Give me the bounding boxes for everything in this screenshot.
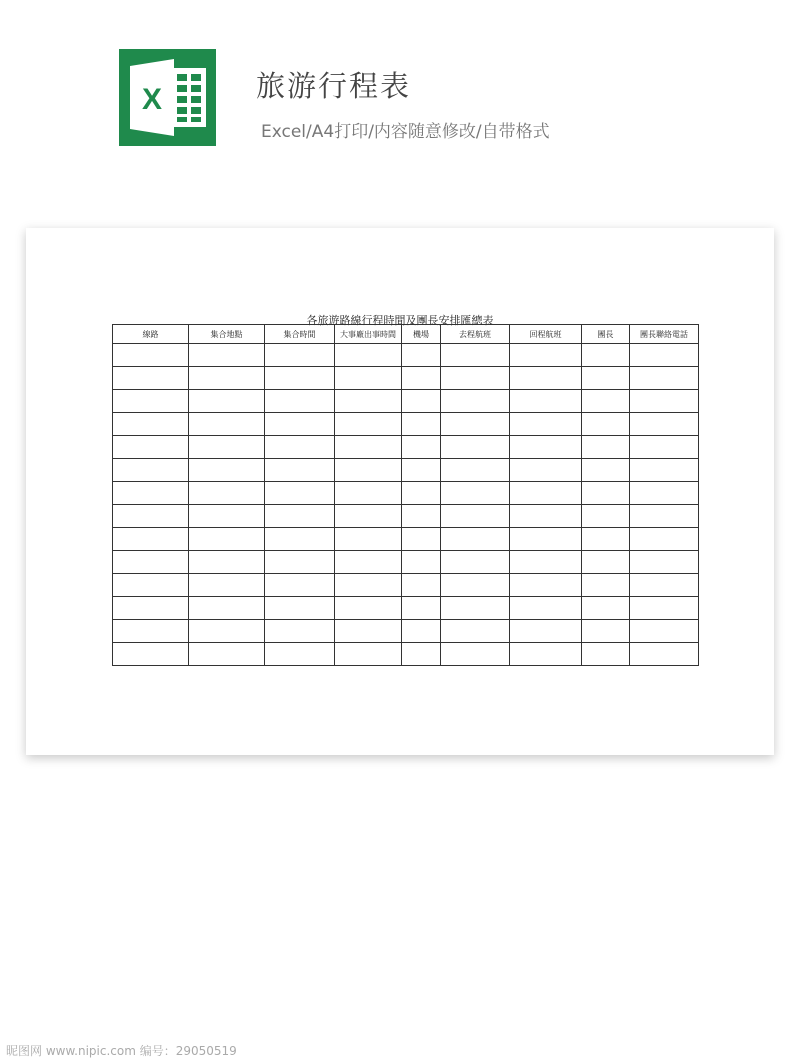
table-row: [113, 643, 699, 666]
table-cell: [335, 459, 402, 482]
table-cell: [510, 482, 582, 505]
table-cell: [582, 436, 630, 459]
table-cell: [510, 505, 582, 528]
table-cell: [630, 551, 699, 574]
table-cell: [402, 528, 441, 551]
page-subtitle: Excel/A4打印/内容随意修改/自带格式: [261, 122, 550, 142]
table-cell: [402, 551, 441, 574]
table-cell: [402, 459, 441, 482]
column-header: 大事廠出事時間: [335, 325, 402, 344]
table-body: [113, 344, 699, 666]
table-cell: [265, 390, 335, 413]
table-cell: [441, 413, 510, 436]
table-cell: [582, 367, 630, 390]
table-cell: [582, 482, 630, 505]
table-cell: [265, 643, 335, 666]
table-cell: [582, 413, 630, 436]
table-cell: [441, 620, 510, 643]
table-cell: [402, 505, 441, 528]
table-cell: [335, 528, 402, 551]
table-cell: [189, 413, 265, 436]
table-cell: [630, 643, 699, 666]
table-cell: [630, 597, 699, 620]
table-cell: [630, 344, 699, 367]
table-row: [113, 436, 699, 459]
table-cell: [441, 643, 510, 666]
column-header: 線路: [113, 325, 189, 344]
table-cell: [113, 436, 189, 459]
table-cell: [510, 344, 582, 367]
table-cell: [189, 597, 265, 620]
table-row: [113, 505, 699, 528]
table-cell: [265, 367, 335, 390]
table-cell: [265, 482, 335, 505]
table-cell: [510, 551, 582, 574]
table-row: [113, 482, 699, 505]
table-cell: [265, 620, 335, 643]
column-header: 去程航班: [441, 325, 510, 344]
table-cell: [582, 459, 630, 482]
table-cell: [113, 459, 189, 482]
table-cell: [441, 459, 510, 482]
table-cell: [189, 482, 265, 505]
table-row: [113, 620, 699, 643]
table-cell: [265, 597, 335, 620]
table-cell: [510, 367, 582, 390]
table-cell: [335, 413, 402, 436]
table-cell: [189, 643, 265, 666]
table-cell: [510, 390, 582, 413]
table-cell: [113, 505, 189, 528]
table-cell: [335, 344, 402, 367]
table-cell: [441, 390, 510, 413]
table-row: [113, 597, 699, 620]
table-cell: [402, 367, 441, 390]
table-cell: [265, 505, 335, 528]
table-cell: [265, 344, 335, 367]
table-cell: [630, 574, 699, 597]
table-cell: [189, 459, 265, 482]
table-cell: [510, 597, 582, 620]
table-cell: [402, 390, 441, 413]
table-title: 各旅遊路線行程時間及團長安排匯總表: [306, 314, 494, 327]
table-cell: [189, 344, 265, 367]
table-cell: [265, 551, 335, 574]
table-row: [113, 344, 699, 367]
table-cell: [402, 344, 441, 367]
table-cell: [582, 620, 630, 643]
table-cell: [335, 643, 402, 666]
table-cell: [441, 551, 510, 574]
table-cell: [113, 620, 189, 643]
table-cell: [189, 528, 265, 551]
table-cell: [630, 459, 699, 482]
table-cell: [582, 505, 630, 528]
table-cell: [113, 344, 189, 367]
table-cell: [335, 436, 402, 459]
table-cell: [189, 390, 265, 413]
table-cell: [582, 344, 630, 367]
table-cell: [582, 643, 630, 666]
table-row: [113, 551, 699, 574]
table-cell: [582, 390, 630, 413]
table-cell: [510, 436, 582, 459]
column-header: 團長聯絡電話: [630, 325, 699, 344]
column-header: 機場: [402, 325, 441, 344]
sheet-preview: [26, 228, 774, 755]
table-cell: [441, 574, 510, 597]
table-cell: [265, 528, 335, 551]
table-cell: [402, 436, 441, 459]
table-cell: [402, 597, 441, 620]
table-cell: [265, 574, 335, 597]
header-row: [113, 325, 699, 344]
table-cell: [189, 436, 265, 459]
table-cell: [335, 551, 402, 574]
excel-logo-graphic: [119, 49, 216, 146]
table-cell: [189, 551, 265, 574]
table-cell: [335, 620, 402, 643]
svg-text:X: X: [141, 83, 163, 116]
table-cell: [441, 528, 510, 551]
table-row: [113, 413, 699, 436]
table-cell: [630, 390, 699, 413]
table-cell: [113, 367, 189, 390]
table-cell: [441, 436, 510, 459]
column-header: 集合時間: [265, 325, 335, 344]
table-cell: [189, 505, 265, 528]
table-cell: [335, 390, 402, 413]
table-cell: [441, 482, 510, 505]
table-cell: [510, 413, 582, 436]
table-cell: [265, 436, 335, 459]
table-cell: [113, 528, 189, 551]
table-cell: [335, 574, 402, 597]
table-cell: [402, 620, 441, 643]
table-cell: [630, 620, 699, 643]
table-cell: [265, 413, 335, 436]
table-cell: [441, 597, 510, 620]
table-row: [113, 390, 699, 413]
page-title: 旅游行程表: [256, 69, 412, 103]
table-cell: [113, 413, 189, 436]
table-cell: [113, 390, 189, 413]
table-cell: [630, 436, 699, 459]
table-cell: [582, 574, 630, 597]
table-cell: [335, 367, 402, 390]
table-cell: [113, 597, 189, 620]
table-cell: [630, 482, 699, 505]
table-cell: [113, 643, 189, 666]
table-cell: [510, 459, 582, 482]
table-cell: [113, 551, 189, 574]
table-cell: [510, 643, 582, 666]
schedule-table: [112, 324, 699, 666]
table-row: [113, 574, 699, 597]
table-cell: [582, 597, 630, 620]
table-cell: [402, 482, 441, 505]
table-cell: [189, 367, 265, 390]
table-row: [113, 528, 699, 551]
table-cell: [189, 620, 265, 643]
table-cell: [402, 574, 441, 597]
table-cell: [402, 413, 441, 436]
table-cell: [510, 528, 582, 551]
column-header: 集合地點: [189, 325, 265, 344]
table-cell: [335, 482, 402, 505]
table-cell: [630, 528, 699, 551]
table-row: [113, 367, 699, 390]
table-cell: [189, 574, 265, 597]
table-cell: [402, 643, 441, 666]
table-cell: [335, 597, 402, 620]
table-cell: [630, 367, 699, 390]
table-cell: [441, 505, 510, 528]
table-cell: [113, 574, 189, 597]
table-cell: [265, 459, 335, 482]
table-row: [113, 459, 699, 482]
table-cell: [582, 528, 630, 551]
column-header: 團長: [582, 325, 630, 344]
table-cell: [441, 344, 510, 367]
table-cell: [335, 505, 402, 528]
watermark: 昵图网 www.nipic.com 编号：29050519: [6, 1044, 237, 1058]
table-cell: [510, 620, 582, 643]
table-cell: [630, 413, 699, 436]
table-cell: [630, 505, 699, 528]
table-cell: [582, 551, 630, 574]
column-header: 回程航班: [510, 325, 582, 344]
table-cell: [441, 367, 510, 390]
table-cell: [510, 574, 582, 597]
excel-logo-icon: [119, 49, 216, 146]
table-cell: [113, 482, 189, 505]
